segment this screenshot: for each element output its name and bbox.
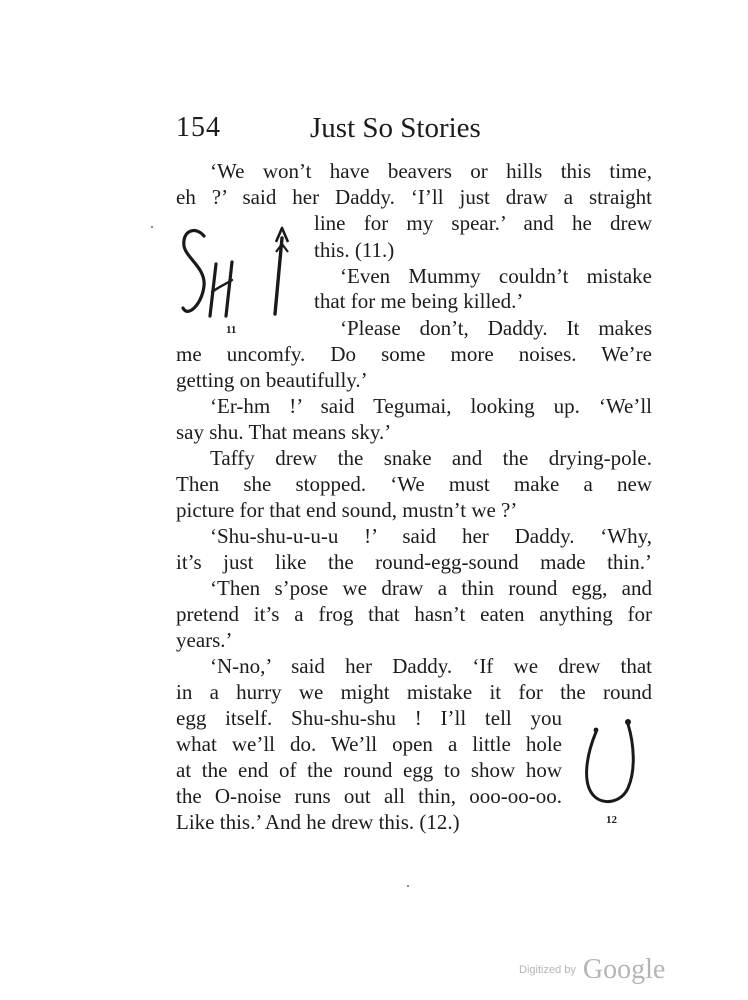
text-line: Then she stopped. ‘We must make a new	[176, 472, 652, 496]
figure-12-label: 12	[606, 814, 617, 826]
text-line: ‘Er-hm !’ said Tegumai, looking up. ‘We’ll	[210, 394, 652, 418]
text-line: Like this.’ And he drew this. (12.)	[176, 810, 460, 834]
text-line: picture for that end sound, mustn’t we ?’	[176, 498, 518, 522]
text-line: getting on beautifully.’	[176, 368, 368, 392]
text-line: years.’	[176, 628, 233, 652]
scan-speck	[407, 885, 409, 887]
text-line: ‘Shu-shu-u-u-u !’ said her Daddy. ‘Why,	[210, 524, 652, 548]
text-line: ‘N-no,’ said her Daddy. ‘If we drew that	[210, 654, 652, 678]
figure-11-label: 11	[226, 324, 237, 336]
text-line: pretend it’s a frog that hasn’t eaten anything for	[176, 602, 652, 626]
text-line: that for me being killed.’	[314, 289, 524, 313]
text-line: what we’ll do. We’ll open a little hole	[176, 732, 562, 756]
text-line: eh ?’ said her Daddy. ‘I’ll just draw a straight	[176, 185, 652, 209]
text-line: it’s just like the round-egg-sound made thin.’	[176, 550, 652, 574]
text-line: egg itself. Shu-shu-shu ! I’ll tell you	[176, 706, 562, 730]
digitized-watermark	[519, 954, 665, 986]
page-number: 154	[176, 112, 221, 143]
text-line: this. (11.)	[314, 238, 395, 262]
text-line: at the end of the round egg to show how	[176, 758, 562, 782]
o-drawing-icon	[580, 716, 644, 816]
text-line: in a hurry we might mistake it for the round	[176, 680, 652, 704]
watermark-prefix: Digitized by	[519, 964, 576, 976]
watermark-brand: Google	[582, 954, 666, 985]
scan-speck	[151, 226, 153, 228]
text-line: line for my spear.’ and he drew	[314, 211, 652, 235]
shi-drawing-icon	[176, 222, 296, 322]
text-line: ‘Even Mummy couldn’t mistake	[340, 264, 652, 288]
text-line: ‘We won’t have beavers or hills this time,	[210, 159, 652, 183]
text-line: the O-noise runs out all thin, ooo-oo-oo.	[176, 784, 562, 808]
text-line: ‘Then s’pose we draw a thin round egg, and	[210, 576, 652, 600]
page-header	[176, 112, 654, 148]
text-line: Taffy drew the snake and the drying-pole.	[210, 446, 652, 470]
text-line: ‘Please don’t, Daddy. It makes	[340, 316, 652, 340]
running-title: Just So Stories	[310, 112, 481, 144]
text-line: me uncomfy. Do some more noises. We’re	[176, 342, 652, 366]
text-line: say shu. That means sky.’	[176, 420, 392, 444]
